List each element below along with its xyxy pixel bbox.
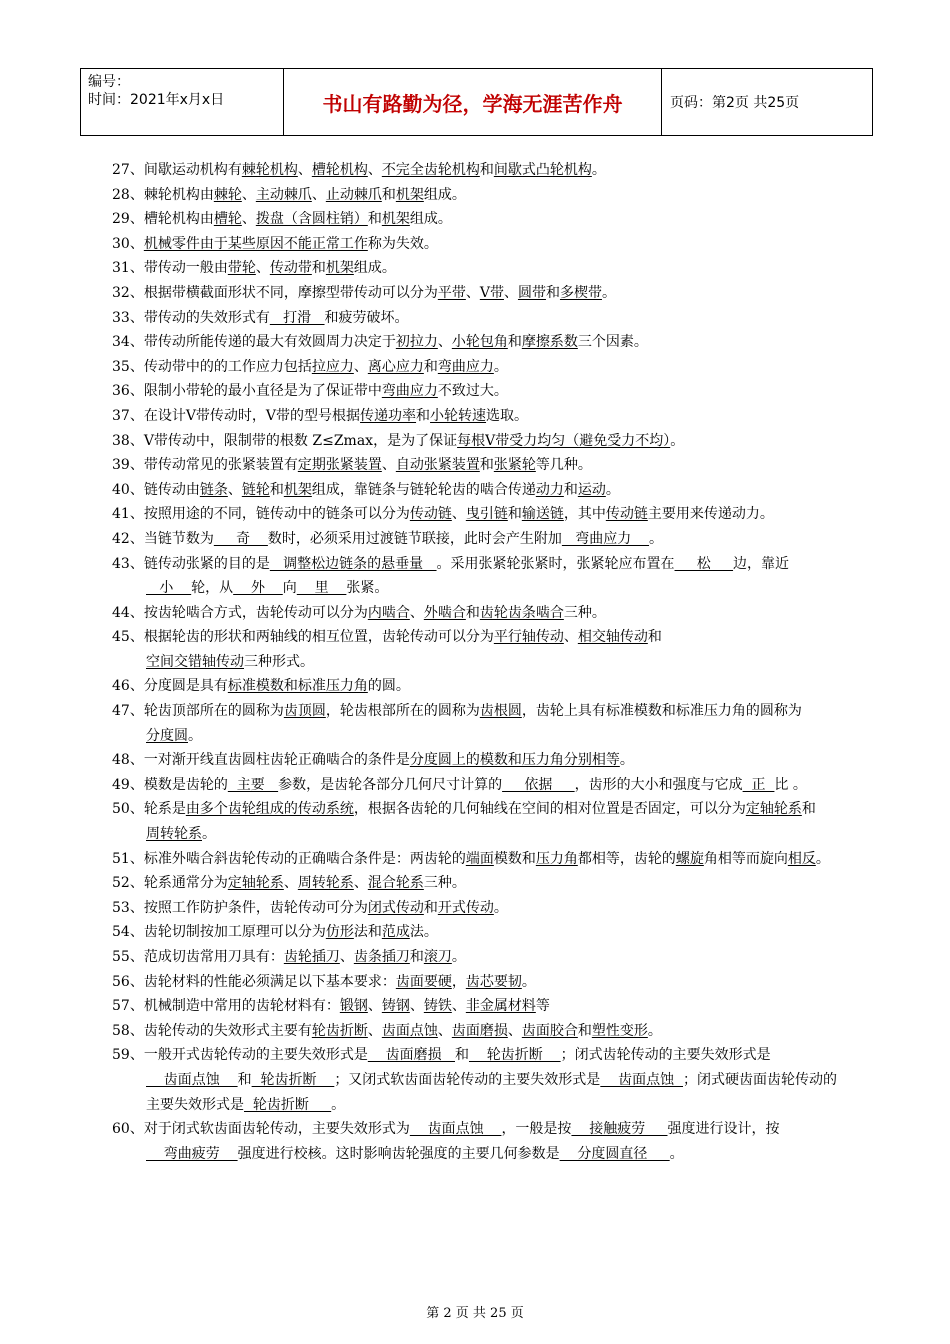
question-text: 。 [451,949,466,965]
question-text: 。 [521,973,536,990]
answer-text: 链轮 [241,481,270,498]
list-item [112,183,847,208]
question-text: ，齿形的大小和强度与它成 [574,776,743,793]
question-text: 32、根据带横截面形状不同，摩擦型带传动可以分为 [112,284,438,301]
answer-text: 齿面磨损 [367,1047,455,1064]
question-text: 34、带传动所能传递的最大有效圆周力决定于 [112,334,396,351]
answer-text: 混合轮系 [367,875,424,892]
answer-text: 齿面点蚀 [409,1121,502,1138]
answer-text: 内啮合 [367,604,410,621]
question-text: 29、槽轮机构由 [112,211,214,228]
question-text: 比 。 [774,776,807,793]
question-text: ；闭式齿轮传动的主要失效形式是 [560,1047,771,1064]
question-text: 57、机械制造中常用的齿轮材料有： [112,998,340,1015]
answer-text: 止动棘爪 [325,186,382,203]
question-text: 和 [507,334,522,351]
question-text: 50、轮系是 [112,801,186,818]
list-item [112,748,847,773]
question-text: 都相等，齿轮的 [577,850,676,867]
motto: 书山有路勤为径，学海无涯苦作舟 [284,69,662,135]
question-text: 37、在设计V带传动时，V带的型号根据 [112,407,361,424]
question-text: 53、按照工作防护条件，齿轮传动可分为 [112,899,368,916]
answer-text: 弯曲应力 [561,530,650,547]
list-item [112,232,847,257]
question-text: 和 [563,481,578,498]
question-text: 40、链传动由 [112,481,200,498]
list-item [112,355,847,380]
page-label: 页码：第2页 共25页 [670,95,800,111]
answer-text: 松 [674,555,734,572]
answer-text: 滚刀 [423,949,452,965]
question-text: 51、标准外啮合斜齿轮传动的正确啮合条件是：两齿轮的 [112,850,466,867]
question-text: ，一般是按 [501,1121,572,1138]
question-text: 、 [367,162,382,178]
question-text: ；又闭式软齿面齿轮传动的主要失效形式是 [334,1071,601,1088]
answer-text: 齿面要硬 [395,973,452,990]
answer-text: 机械零件由于某些原因不能正常工作 [143,235,368,252]
page-header [80,68,873,136]
list-item [112,625,847,674]
question-text: 角相等而旋向 [703,850,788,867]
list-item [112,601,847,626]
answer-text: 槽轮 [213,211,242,228]
question-text: 、 [241,211,256,228]
question-text: 和 [577,1022,592,1039]
header-info [81,69,284,135]
question-text: 。 [493,358,508,375]
question-text: 和 [479,162,494,178]
question-text: 和 [409,949,424,965]
answer-text: 机架 [395,186,424,203]
question-text: ， [451,973,466,990]
question-text: 向 [282,580,297,597]
question-text: 法。 [409,924,438,941]
question-text: 、 [409,998,424,1015]
list-item [112,896,847,921]
answer-text: 齿面点蚀 [146,1071,238,1088]
list-item [112,502,847,527]
question-text: 41、按照用途的不同，链传动中的链条可以分为 [112,506,410,523]
list-item [112,552,847,601]
answer-text: 平带 [437,284,466,301]
question-text: 46、分度圆是具有 [112,678,228,695]
question-text: 36、限制小带轮的最小直径是为了保证带中 [112,383,382,400]
question-text: 、 [563,629,578,646]
answer-text: 机架 [325,260,354,277]
answer-text: 定期张紧装置 [297,457,382,474]
question-text: 和 [545,284,560,301]
question-text: 、 [503,284,518,301]
question-text: ，其中 [563,506,606,523]
question-text: 选取。 [486,407,529,424]
question-text: 和 [647,629,662,646]
question-text: 35、传动带中的的工作应力包括 [112,358,312,375]
answer-text: 自动张紧装置 [395,457,480,474]
answer-text: 依据 [502,776,575,793]
question-text: 44、按齿轮啮合方式，齿轮传动可以分为 [112,604,368,621]
question-text: 三个因素。 [577,334,648,351]
question-text: 28、棘轮机构由 [112,186,214,203]
answer-text: 端面 [465,850,494,867]
answer-text: 空间交错轴传动 [146,653,244,670]
list-item [112,404,847,429]
question-text: 和 [479,457,494,474]
question-text: 、 [297,162,312,178]
answer-text: 多楔带 [559,284,602,301]
answer-text: 螺旋 [675,850,704,867]
question-text: 三种。 [423,875,466,892]
question-text: 48、一对渐开线直齿圆柱齿轮正确啮合的条件是 [112,752,410,769]
list-item [112,207,847,232]
list-item [112,1117,847,1166]
question-text: 三种。 [563,604,606,621]
answer-text: 槽轮机构 [311,162,368,178]
question-text: 、 [367,998,382,1015]
question-text: ，齿轮上具有标准模数和标准压力角的圆称为 [521,703,802,720]
answer-text: 齿芯要韧 [465,973,522,990]
answer-text: 分度圆直径 [559,1145,670,1162]
question-text: 、 [367,1022,382,1039]
answer-text: 齿轮插刀 [283,949,340,965]
question-text: 、 [409,604,424,621]
question-text: 。 [815,850,830,867]
answer-text: 压力角 [535,850,578,867]
question-text: 、 [353,875,368,892]
question-text: 、 [353,358,368,375]
question-text: 、 [241,186,256,203]
answer-text: 小轮包角 [451,334,508,351]
question-text: 43、链传动张紧的目的是 [112,555,270,572]
answer-text: 周转轮系 [146,826,202,843]
question-text: 30、 [112,235,144,252]
question-text: 、 [451,506,466,523]
question-text: 54、齿轮切制按加工原理可以分为 [112,924,326,941]
question-text: 。 [669,1145,684,1162]
answer-text: 齿顶圆 [283,703,326,720]
question-text: 、 [255,260,270,277]
list-item [112,871,847,896]
question-text: 的圆。 [367,678,410,695]
answer-text: 弯曲应力 [381,383,438,400]
answer-text: 齿轮齿条啮合 [479,604,564,621]
answer-text: 传动链 [409,506,452,523]
question-text: 。 [619,752,634,769]
answer-text: V带 [479,284,504,301]
question-text: 强度进行校核。这时影响齿轮强度的主要几何参数是 [237,1145,560,1162]
question-text: 张紧。 [346,580,389,597]
question-text: 52、轮系通常分为 [112,875,228,892]
answer-text: 机架 [381,211,410,228]
question-text: 。 [493,899,508,916]
list-item [112,527,847,552]
answer-text: 不完全齿轮机构 [381,162,480,178]
answer-text: 锻钢 [339,998,368,1015]
question-text: 、 [507,1022,522,1039]
list-item [112,453,847,478]
answer-text: 标准模数和标准压力角 [227,678,368,695]
question-text: 、 [227,481,242,498]
question-text: 和 [237,1071,252,1088]
question-text: 强度进行设计，按 [667,1121,780,1138]
question-text: ，轮齿根部所在的圆称为 [325,703,480,720]
question-text: 42、当链节数为 [112,530,214,547]
answer-text: 周转轮系 [297,875,354,892]
answer-text: 传递功率 [360,407,417,424]
answer-text: 小轮转速 [430,407,487,424]
question-text: 和 [507,506,522,523]
answer-text: 齿面点蚀 [600,1071,684,1088]
question-text: 三种形式。 [244,653,314,670]
answer-text: 轮齿折断 [244,1096,332,1113]
answer-text: 定轴轮系 [227,875,284,892]
list-item [112,847,847,872]
answer-text: 分度圆 [146,727,188,744]
question-text: 和疲劳破坏。 [324,309,409,326]
question-text: 和 [454,1047,469,1064]
answer-text: 相交轴传动 [577,629,648,646]
question-text: 主要用来传递动力。 [647,506,774,523]
answer-text: 间歇式凸轮机构 [493,162,592,178]
question-text: 和 [423,899,438,916]
answer-text: 奇 [213,530,268,547]
question-text: 和 [801,801,816,818]
question-text: 。 [601,284,616,301]
answer-text: 仿形 [325,924,354,941]
list-item [112,699,847,748]
answer-text: 链条 [199,481,228,498]
question-text: ；闭式硬齿面齿轮传动的主要失效形式是 [146,1071,838,1113]
answer-text: 相反 [787,850,816,867]
question-text: 和 [416,407,431,424]
question-text: 和 [269,481,284,498]
question-text: 。 [649,530,664,547]
question-text: 、 [311,186,326,203]
question-text: 。 [202,826,216,843]
question-text: 。 [591,162,606,178]
date-label: 时间：2021年x月x日 [88,92,225,108]
answer-text: 齿面磨损 [451,1022,508,1039]
question-text: 59、一般开式齿轮传动的主要失效形式是 [112,1047,368,1064]
list-item [112,945,847,970]
answer-text: 由多个齿轮组成的传动系统 [185,801,354,818]
answer-text: 摩擦系数 [521,334,578,351]
question-text: 、 [283,875,298,892]
list-item [112,478,847,503]
question-text: 27、间歇运动机构有 [112,162,242,178]
question-text: 等几种。 [535,457,592,474]
question-text: 、 [381,457,396,474]
question-text: 31、带传动一般由 [112,260,228,277]
answer-text: 棘轮 [213,186,242,203]
answer-text: 主动棘爪 [255,186,312,203]
list-item [112,994,847,1019]
question-text: 边，靠近 [733,555,790,572]
question-text: 56、齿轮材料的性能必须满足以下基本要求： [112,973,396,990]
question-text: 和 [381,186,396,203]
list-item [112,1019,847,1044]
question-text: 33、带传动的失效形式有 [112,309,270,326]
answer-text: 拨盘（含圆柱销） [255,211,368,228]
list-item [112,674,847,699]
answer-text: 输送链 [521,506,564,523]
list-item [112,1043,847,1117]
answer-text: 轮齿折断 [468,1047,561,1064]
question-text: 、 [451,998,466,1015]
question-text: 组成。 [353,260,396,277]
answer-text: 主要 [227,776,279,793]
answer-text: 初拉力 [395,334,438,351]
answer-text: 塑性变形 [591,1022,648,1039]
answer-text: 铸铁 [423,998,452,1015]
answer-text: 齿条插刀 [353,949,410,965]
answer-text: 外 [233,580,283,597]
question-text: 轮，从 [191,580,234,597]
list-item [112,256,847,281]
question-text: 。 [647,1022,662,1039]
question-text: 、 [465,284,480,301]
answer-text: 离心应力 [367,358,424,375]
question-text: 60、对于闭式软齿面齿轮传动，主要失效形式为 [112,1121,410,1138]
answer-text: 运动 [577,481,606,498]
answer-text: 非金属材料 [465,998,536,1015]
answer-text: 分度圆上的模数和压力角分别相等 [409,752,620,769]
answer-text: 外啮合 [423,604,466,621]
question-text: 和 [465,604,480,621]
list-item [112,920,847,945]
number-label: 编号： [88,74,130,90]
answer-text: 开式传动 [437,899,494,916]
question-text: 组成，靠链条与链轮轮齿的啮合传递 [311,481,536,498]
answer-text: 传动链 [605,506,648,523]
question-text: 、 [437,334,452,351]
list-item [112,379,847,404]
question-text: 55、范成切齿常用刀具有： [112,949,284,965]
question-text: ，根据各齿轮的几何轴线在空间的相对位置是否固定，可以分为 [353,801,746,818]
answer-text: 范成 [381,924,410,941]
answer-text: 齿面点蚀 [381,1022,438,1039]
answer-text: 弯曲应力 [437,358,494,375]
question-text: 、 [339,949,354,965]
question-text: 。采用张紧轮张紧时，张紧轮应布置在 [436,555,675,572]
answer-text: 接触疲劳 [571,1121,668,1138]
answer-text: 平行轴传动 [493,629,564,646]
question-text: 49、模数是齿轮的 [112,776,228,793]
answer-text: 带轮 [227,260,256,277]
answer-text: 曳引链 [465,506,508,523]
answer-text: 齿面胶合 [521,1022,578,1039]
answer-text: 轮齿折断 [251,1071,335,1088]
answer-text: 每根V带受力均匀（避免受力不均） [457,432,671,449]
question-text: 38、V带传动中，限制带的根数 Z≤Zmax，是为了保证 [112,432,458,449]
answer-text: 机架 [283,481,312,498]
answer-text: 铸钢 [381,998,410,1015]
question-text: 参数，是齿轮各部分几何尺寸计算的 [278,776,503,793]
question-text: 和 [311,260,326,277]
question-text: 称为失效。 [367,235,438,252]
question-text: 和 [423,358,438,375]
question-text: 。 [188,727,202,744]
answer-text: 张紧轮 [493,457,536,474]
list-item [112,970,847,995]
question-text: 58、齿轮传动的失效形式主要有 [112,1022,312,1039]
list-item [112,773,847,798]
answer-text: 正 [742,776,775,793]
question-text: 47、轮齿顶部所在的圆称为 [112,703,284,720]
question-text: 。 [670,432,685,449]
list-item [112,429,847,454]
answer-text: 里 [296,580,347,597]
question-text: 数时，必须采用过渡链节联接，此时会产生附加 [267,530,562,547]
question-text: 。 [605,481,620,498]
question-text: 39、带传动常见的张紧装置有 [112,457,298,474]
answer-text: 弯曲疲劳 [146,1145,238,1162]
answer-text: 定轴轮系 [745,801,802,818]
answer-text: 棘轮机构 [241,162,298,178]
page-footer: 第 2 页 共 25 页 [426,1306,524,1321]
answer-text: 传动带 [269,260,312,277]
list-item [112,797,847,846]
list-item [112,281,847,306]
list-item [112,158,847,183]
question-text: 不致过大。 [437,383,508,400]
question-text: 等 [535,998,550,1015]
question-text: 45、根据轮齿的形状和两轴线的相互位置，齿轮传动可以分为 [112,629,494,646]
question-text: 和 [367,211,382,228]
question-text: 法和 [353,924,382,941]
question-list [112,158,847,1166]
answer-text: 轮齿折断 [311,1022,368,1039]
question-text: 组成。 [423,186,466,203]
answer-text: 打滑 [269,309,325,326]
answer-text: 动力 [535,481,564,498]
answer-text: 调整松边链条的悬垂量 [269,555,437,572]
answer-text: 圆带 [517,284,546,301]
list-item [112,330,847,355]
answer-text: 闭式传动 [367,899,424,916]
answer-text: 齿根圆 [479,703,522,720]
answer-text: 拉应力 [311,358,354,375]
question-text: 组成。 [409,211,452,228]
answer-text: 小 [146,580,192,597]
question-text: 、 [437,1022,452,1039]
question-text: 。 [331,1096,346,1113]
list-item [112,306,847,331]
question-text: 模数和 [493,850,536,867]
